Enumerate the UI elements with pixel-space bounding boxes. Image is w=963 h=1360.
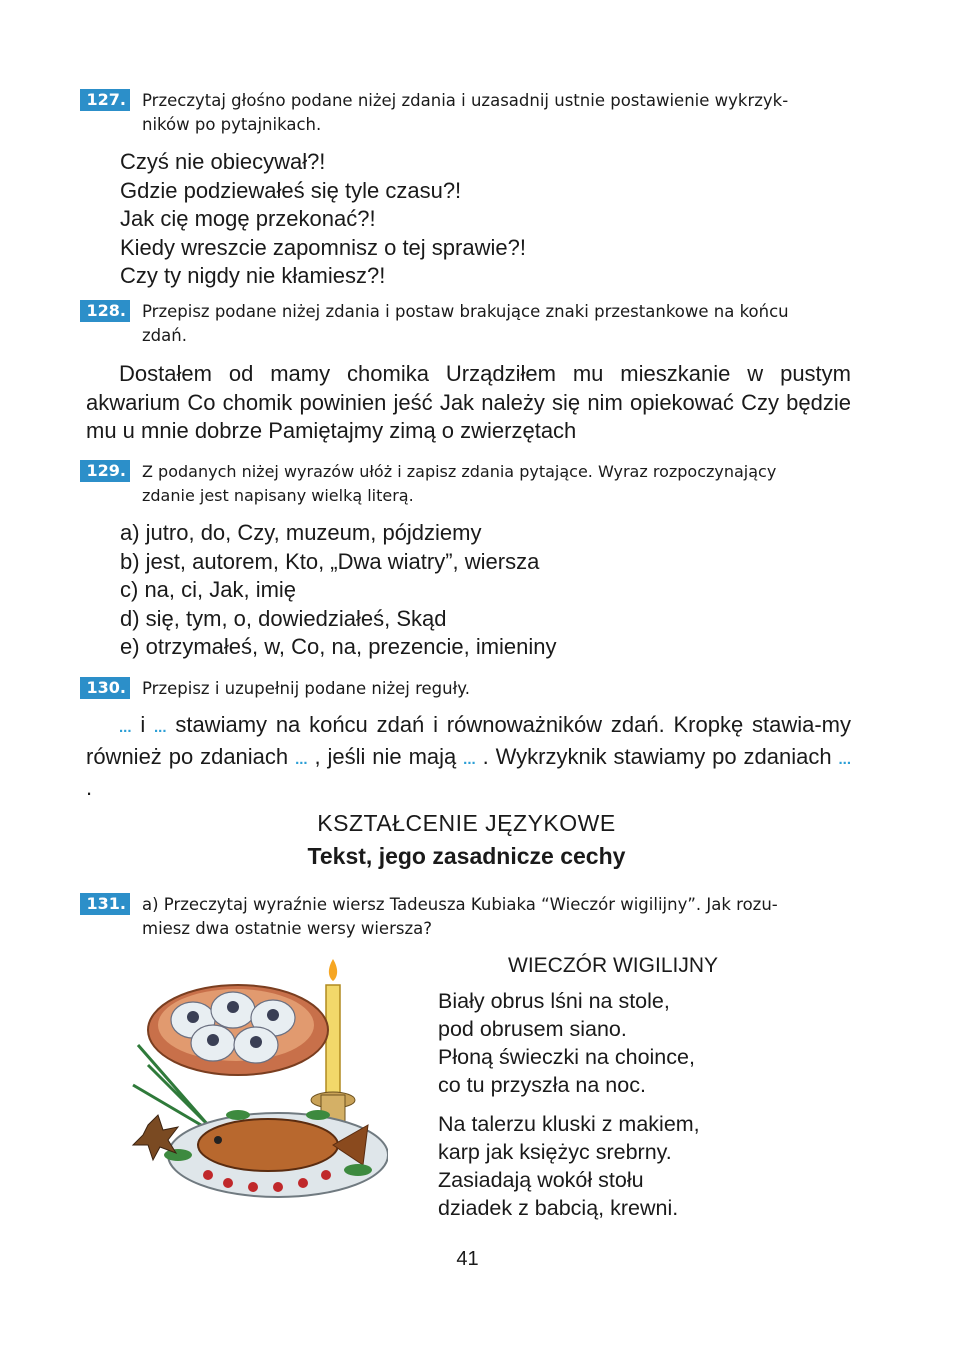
sentence-list: [120, 148, 526, 291]
gap-marker: ...: [463, 750, 476, 768]
section-subtitle: Tekst, jego zasadnicze cechy: [307, 843, 626, 869]
instruction: Przepisz i uzupełnij podane niżej reguły.: [142, 679, 470, 698]
rule-text: ... i ... stawiamy na końcu zdań i równoważników zdań. Kropkę stawia-my również po zdaniach ... , jeśli nie mają ... . Wykrzyknik stawiamy po zdaniach ... .: [86, 712, 851, 800]
poem-line: Płoną świeczki na choince,: [438, 1045, 695, 1069]
gap-marker: ...: [154, 719, 167, 736]
word-sets: [120, 519, 557, 662]
section-title: KSZTAŁCENIE JĘZYKOWE: [317, 810, 616, 836]
sentence: Czy ty nigdy nie kłamiesz?!: [120, 263, 386, 288]
list-item: d) się, tym, o, dowiedziałeś, Skąd: [120, 605, 447, 631]
poem-stanza-2: [438, 1110, 700, 1222]
poem-stanza-1: [438, 987, 695, 1099]
poem-title: WIECZÓR WIGILIJNY: [508, 954, 718, 977]
sentence: Kiedy wreszcie zapomnisz o tej sprawie?!: [120, 234, 526, 260]
exercise-number: 127.: [80, 89, 130, 111]
carp: [198, 1119, 338, 1171]
poem-line: pod obrusem siano.: [438, 1017, 627, 1041]
exercise-128: [80, 300, 852, 348]
instruction: a) Przeczytaj wyraźnie wiersz Tadeusza Kubiaka “Wieczór wigilijny”. Jak rozu- miesz dwa ostatnie wersy wiersza?: [142, 895, 778, 938]
poem-line: Na talerzu kluski z makiem,: [438, 1112, 700, 1136]
exercise-number: 131.: [80, 893, 130, 915]
exercise-number: 128.: [80, 300, 130, 322]
exercise-130: [80, 677, 852, 701]
poem-line: Zasiadają wokół stołu: [438, 1168, 644, 1192]
list-item: c) na, ci, Jak, imię: [120, 577, 297, 602]
poem-line: Biały obrus lśni na stole,: [438, 989, 670, 1013]
page-number: 41: [456, 1248, 479, 1270]
exercise-127: [80, 89, 852, 137]
poem-line: co tu przyszła na noc.: [438, 1073, 646, 1097]
candle-flame: [329, 959, 337, 981]
list-item: e) otrzymałeś, w, Co, na, prezencie, imieniny: [120, 634, 557, 659]
instruction: Z podanych niżej wyrazów ułóż i zapisz zdania pytające. Wyraz rozpoczynający zdanie jest napisany wielką literą.: [142, 462, 777, 505]
christmas-eve-food-illustration: [118, 955, 388, 1230]
gap-marker: ...: [295, 750, 308, 768]
exercise-text: Dostałem od mamy chomika Urządziłem mu mieszkanie w pustym akwarium Co chomik powinien jeść Jak należy się nim opiekować Czy będzie mu u mnie dobrze Pamiętajmy zimą o zwierzętach: [86, 361, 851, 443]
exercise-number: 130.: [80, 677, 130, 699]
list-item: a) jutro, do, Czy, muzeum, pójdziemy: [120, 520, 482, 545]
poem-line: dziadek z babcią, krewni.: [438, 1196, 679, 1220]
sentence: Czyś nie obiecywał?!: [120, 149, 326, 174]
sentence: Gdzie podziewałeś się tyle czasu?!: [120, 177, 462, 203]
gap-marker: ...: [838, 750, 851, 768]
candle: [326, 985, 340, 1095]
instruction: Przeczytaj głośno podane niżej zdania i uzasadnij ustnie postawienie wykrzyk- ników po pytajnikach.: [142, 91, 789, 134]
exercise-129: [80, 460, 852, 508]
exercise-number: 129.: [80, 460, 130, 482]
list-item: b) jest, autorem, Kto, „Dwa wiatry”, wiersza: [120, 548, 540, 574]
exercise-131: [80, 893, 852, 941]
instruction: Przepisz podane niżej zdania i postaw brakujące znaki przestankowe na końcu zdań.: [142, 302, 789, 345]
poem-line: karp jak księżyc srebrny.: [438, 1140, 672, 1164]
gap-marker: ...: [119, 719, 132, 736]
sentence: Jak cię mogę przekonać?!: [120, 206, 376, 231]
